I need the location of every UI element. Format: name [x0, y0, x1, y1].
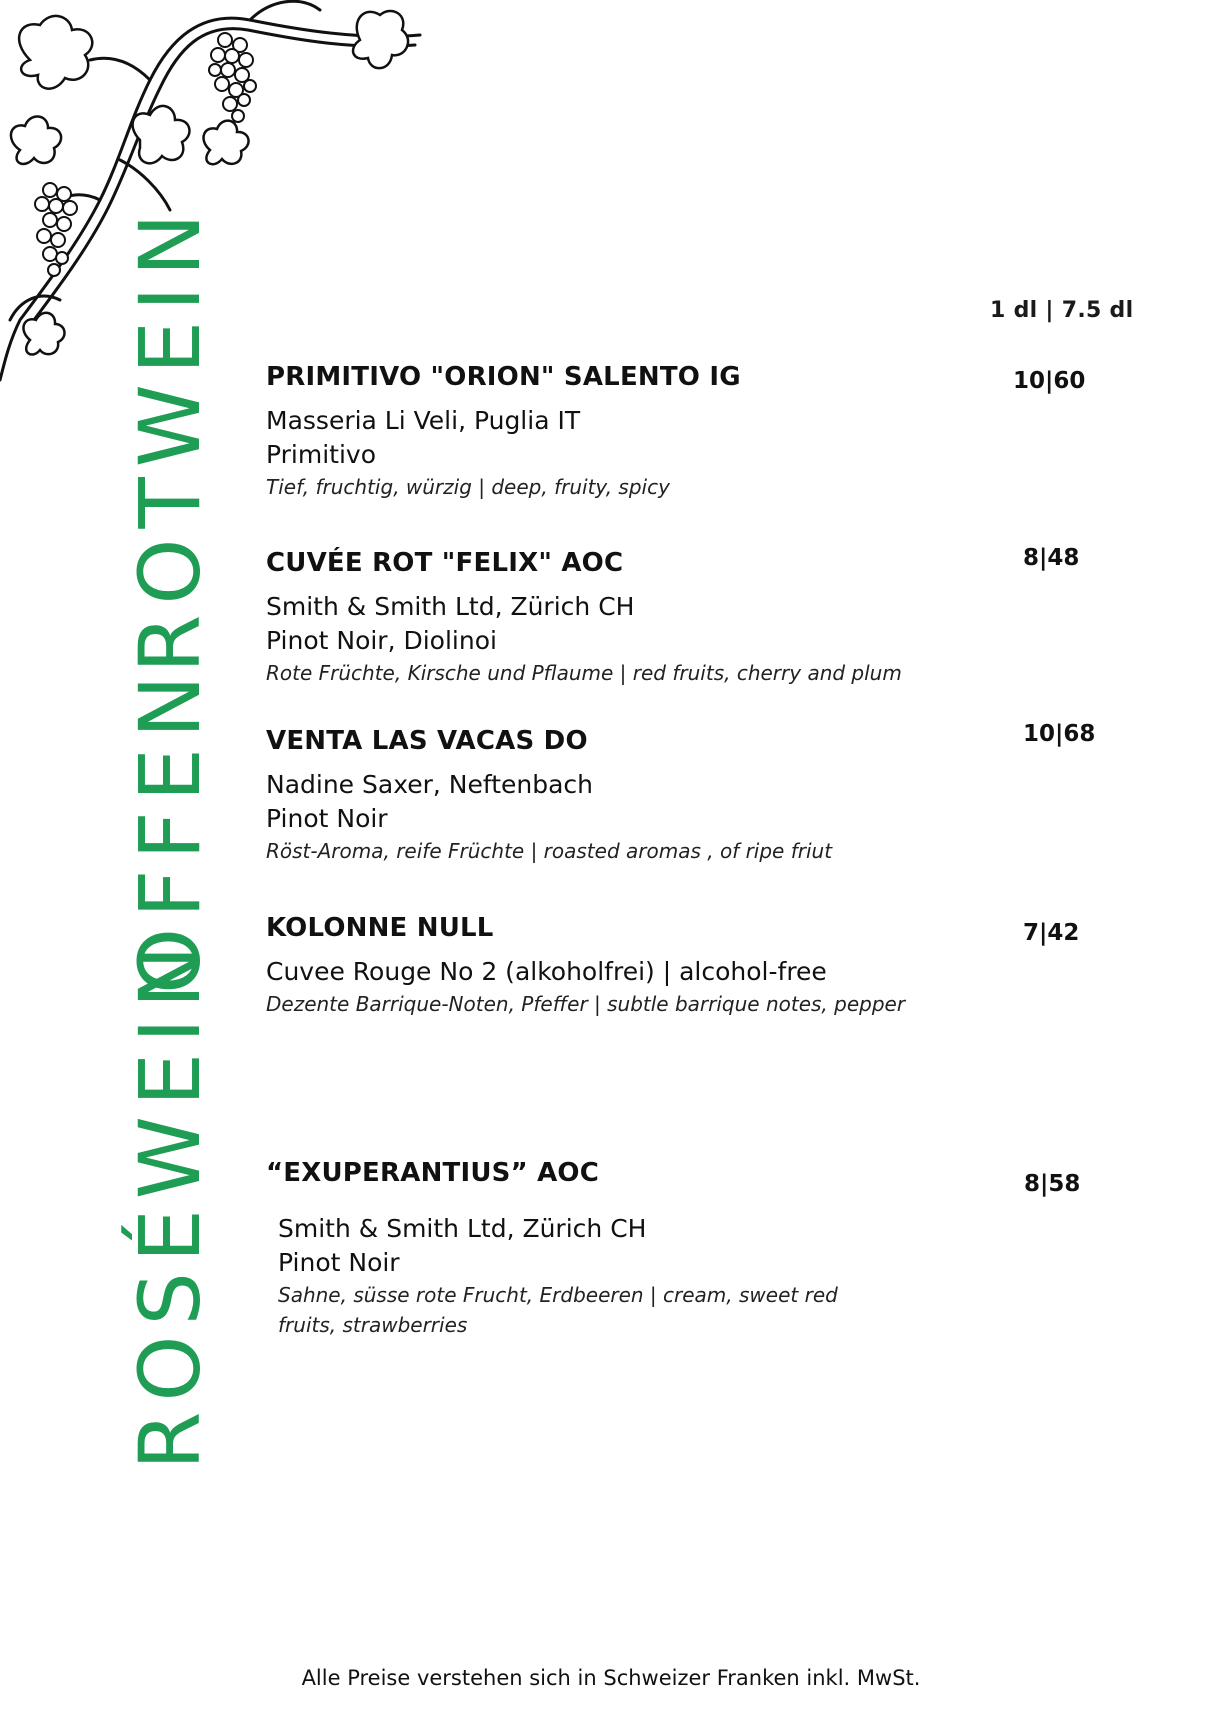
section-label-rosewein-text: ROSÉWEIN [121, 935, 219, 1470]
wine-description-line2: fruits, strawberries [278, 1313, 468, 1337]
section-label-rosewein [121, 935, 219, 1470]
wine-entry [266, 362, 1026, 502]
wine-producer: Smith & Smith Ltd, Zürich CH [266, 592, 635, 621]
wine-name: VENTA LAS VACAS DO [266, 726, 588, 756]
footer-note: Alle Preise verstehen sich in Schweizer Franken inkl. MwSt. [301, 1666, 921, 1690]
size-header: 1 dl | 7.5 dl [990, 298, 1134, 323]
wine-description: Tief, fruchtig, würzig | deep, fruity, spicy [266, 475, 670, 499]
section-label-rotwein [121, 203, 219, 673]
wine-price: 8|58 [1024, 1171, 1081, 1197]
wine-entry [266, 726, 1026, 866]
wine-name: CUVÉE ROT "FELIX" AOC [266, 548, 624, 578]
wine-entry [266, 913, 1026, 1019]
wine-grape: Pinot Noir, Diolinoi [266, 626, 497, 655]
wine-producer: Cuvee Rouge No 2 (alkoholfrei) | alcohol-free [266, 957, 827, 986]
wine-price: 10|68 [1023, 721, 1096, 747]
section-label-rotwein-text: ROTWEIN [121, 203, 219, 673]
wine-price: 10|60 [1013, 368, 1086, 394]
wine-name: KOLONNE NULL [266, 913, 494, 943]
wine-details [266, 1212, 1026, 1340]
wine-price: 7|42 [1023, 920, 1080, 946]
wine-grape: Pinot Noir [278, 1248, 400, 1277]
wine-grape: Pinot Noir [266, 804, 388, 833]
wine-entry [266, 1158, 1026, 1340]
wine-entry [266, 548, 1026, 688]
wine-name: “EXUPERANTIUS” AOC [266, 1158, 600, 1188]
wine-grape: Primitivo [266, 440, 376, 469]
wine-price: 8|48 [1023, 545, 1080, 571]
wine-description: Dezente Barrique-Noten, Pfeffer | subtle barrique notes, pepper [266, 992, 906, 1016]
wine-description: Rote Früchte, Kirsche und Pflaume | red fruits, cherry and plum [266, 661, 902, 685]
wine-description: Röst-Aroma, reife Früchte | roasted aromas , of ripe friut [266, 839, 833, 863]
wine-description-line1: Sahne, süsse rote Frucht, Erdbeeren | cream, sweet red [278, 1283, 838, 1307]
wine-name: PRIMITIVO "ORION" SALENTO IG [266, 362, 741, 392]
wine-producer: Nadine Saxer, Neftenbach [266, 770, 594, 799]
wine-producer: Masseria Li Veli, Puglia IT [266, 406, 581, 435]
section-label-offen-text: OFFEN [121, 665, 219, 994]
wine-producer: Smith & Smith Ltd, Zürich CH [278, 1214, 647, 1243]
